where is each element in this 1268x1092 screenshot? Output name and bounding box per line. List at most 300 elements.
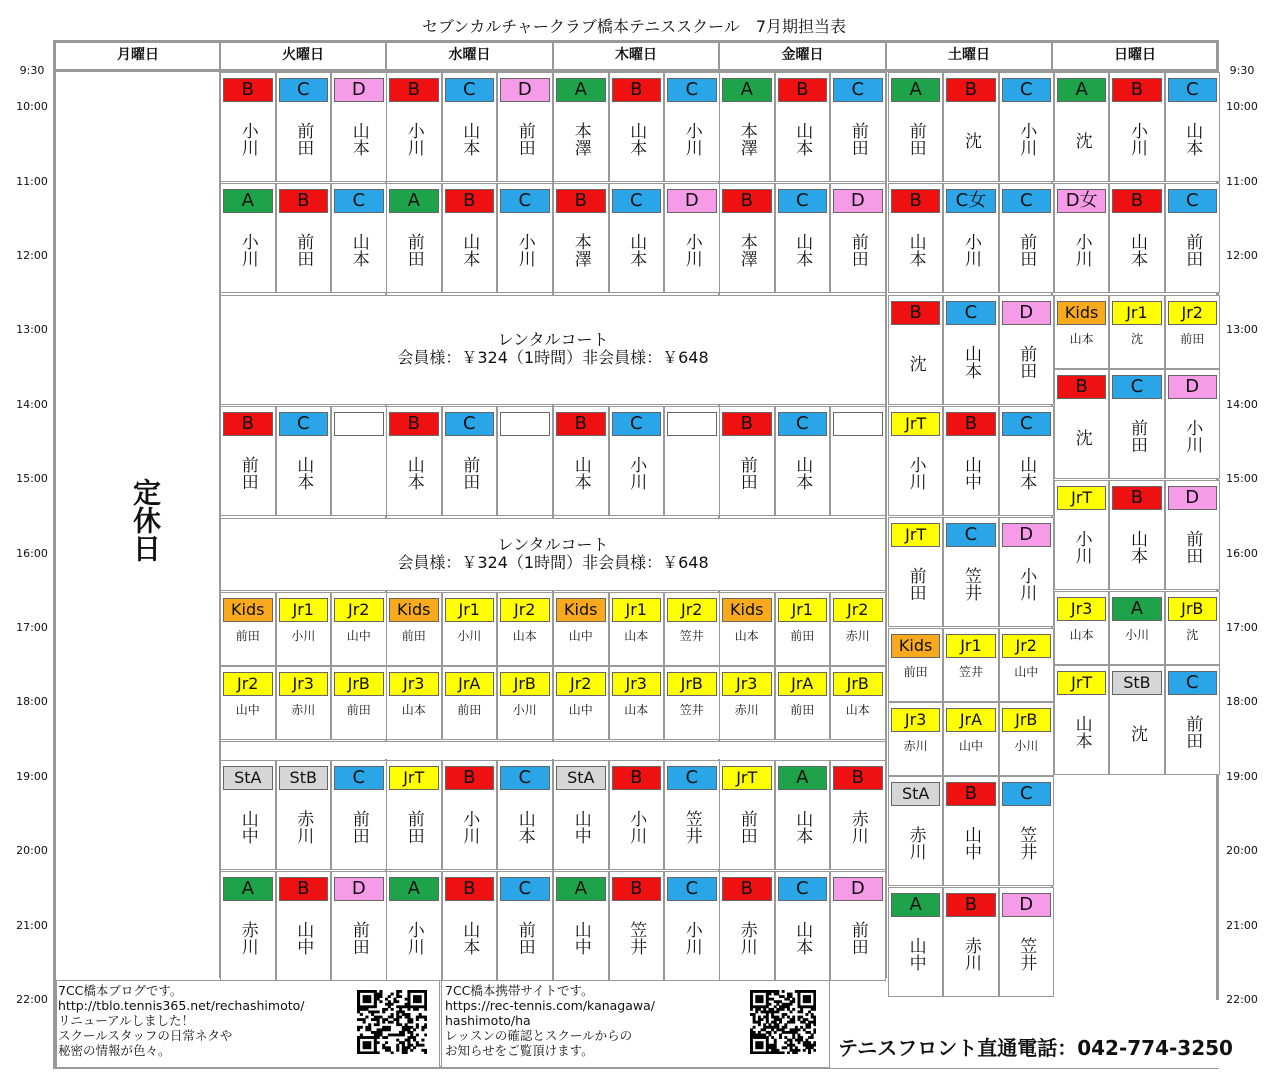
lesson-level-badge: C	[946, 301, 995, 325]
lesson-level-badge: Jr2	[833, 598, 883, 622]
instructor-name: 前田	[293, 233, 314, 267]
instructor-name: 前田	[348, 921, 369, 955]
qr-pattern	[750, 990, 816, 1054]
instructor-name: 笠井	[626, 921, 647, 955]
instructor-name: 小川	[681, 921, 702, 955]
instructor-name: 山本	[459, 921, 480, 955]
lesson-level-badge: JrA	[445, 672, 495, 696]
lesson-level-badge: C	[612, 412, 662, 436]
lesson-level-badge: Jr1	[445, 598, 495, 622]
instructor-name: 山中	[960, 826, 981, 860]
instructor-name: 山本	[626, 233, 647, 267]
time-label: 19:00	[16, 769, 48, 783]
instructor-name: 小川	[681, 122, 702, 156]
instructor-name: 赤川	[291, 703, 316, 717]
lesson-level-badge: D	[833, 877, 883, 901]
lesson-level-badge: JrT	[389, 766, 439, 790]
lesson-level-badge: D	[334, 877, 384, 901]
lesson-level-badge: D女	[1057, 189, 1106, 213]
lesson-level-badge: B	[279, 189, 329, 213]
lesson-level-badge: C	[667, 78, 717, 102]
time-label: 10:00	[1226, 100, 1258, 114]
instructor-name: 前田	[905, 122, 926, 156]
lesson-level-badge: C	[1168, 189, 1217, 213]
instructor-name: 前田	[459, 456, 480, 490]
lesson-level-badge: C	[445, 78, 495, 102]
time-label: 17:00	[16, 621, 48, 634]
lesson-level-badge	[833, 412, 883, 436]
instructor-name: 前田	[736, 456, 757, 490]
lesson-level-badge: B	[1112, 78, 1161, 102]
instructor-name: 赤川	[237, 921, 258, 955]
instructor-name: 沈	[1071, 132, 1092, 149]
instructor-name: 山中	[568, 629, 593, 643]
instructor-name: 小川	[291, 629, 316, 643]
instructor-name: 小川	[1182, 419, 1203, 453]
lesson-level-badge: C	[1002, 78, 1051, 102]
lesson-level-badge: C	[1002, 189, 1051, 213]
rental-court-notice-1	[220, 331, 886, 367]
lesson-level-badge: C	[1112, 375, 1161, 399]
instructor-name: 山中	[570, 810, 591, 844]
time-label: 22:00	[1226, 993, 1258, 1006]
lesson-level-badge: B	[946, 78, 995, 102]
instructor-name: 山本	[1126, 530, 1147, 564]
instructor-name: 山中	[570, 921, 591, 955]
instructor-name: 山中	[293, 921, 314, 955]
instructor-name: 小川	[1014, 739, 1039, 753]
lesson-level-badge: B	[1057, 375, 1106, 399]
instructor-name: 笠井	[679, 703, 704, 717]
lesson-level-badge: Kids	[891, 634, 940, 658]
instructor-name: 本澤	[736, 122, 757, 156]
rental-price: 会員様：￥324（1時間）非会員様：￥648	[397, 348, 709, 367]
lesson-level-badge	[334, 412, 384, 436]
lesson-level-badge: C	[500, 189, 550, 213]
instructor-name: 前田	[790, 703, 815, 717]
instructor-name: 小川	[626, 810, 647, 844]
lesson-level-badge: D	[1168, 375, 1217, 399]
lesson-level-badge: Kids	[223, 598, 273, 622]
mobile-note: 7CC橋本携帯サイトです。 https://rec-tennis.com/kanagawa/ hashimoto/ha レッスンの確認とスクールからの お知らせをご覧頂けます。	[445, 983, 655, 1058]
instructor-name: 沈	[1186, 628, 1199, 642]
lesson-level-badge: Jr2	[556, 672, 606, 696]
blog-note: 7CC橋本ブログです。 http://tblo.tennis365.net/rechashimoto/ リニューアルしました！ スクールスタッフの日常ネタや 秘密の情報が色々。	[58, 983, 305, 1058]
instructor-name: 前田	[235, 629, 260, 643]
lesson-level-badge: B	[612, 78, 662, 102]
instructor-name: 山本	[459, 233, 480, 267]
time-label: 11:00	[16, 174, 48, 188]
lesson-level-badge: StB	[1112, 671, 1161, 695]
instructor-name: 小川	[960, 233, 981, 267]
lesson-level-badge: C	[334, 189, 384, 213]
instructor-name: 山本	[514, 810, 535, 844]
lesson-level-badge: B	[612, 766, 662, 790]
instructor-name: 前田	[401, 629, 426, 643]
instructor-name: 前田	[1182, 530, 1203, 564]
lesson-level-badge: JrT	[1057, 486, 1106, 510]
lesson-level-badge: B	[556, 189, 606, 213]
lesson-level-badge: B	[891, 301, 940, 325]
lesson-level-badge: A	[556, 78, 606, 102]
instructor-name: 沈	[1071, 429, 1092, 446]
lesson-level-badge: C	[279, 78, 329, 102]
instructor-name: 小川	[905, 456, 926, 490]
instructor-name: 前田	[237, 456, 258, 490]
lesson-level-badge: Jr2	[334, 598, 384, 622]
instructor-name: 前田	[293, 122, 314, 156]
instructor-name: 山本	[1069, 628, 1094, 642]
time-label: 18:00	[16, 695, 48, 709]
lesson-level-badge: D	[833, 189, 883, 213]
lesson-level-badge: B	[556, 412, 606, 436]
instructor-name: 小川	[1126, 122, 1147, 156]
lesson-level-badge: B	[1112, 486, 1161, 510]
instructor-name: 赤川	[734, 703, 759, 717]
lesson-level-badge: A	[389, 189, 439, 213]
lesson-level-badge: B	[946, 782, 995, 806]
instructor-name: 山中	[1014, 665, 1039, 679]
lesson-level-badge: Jr2	[667, 598, 717, 622]
lesson-level-badge: Jr1	[612, 598, 662, 622]
instructor-name: 前田	[905, 567, 926, 601]
instructor-name: 前田	[736, 810, 757, 844]
instructor-name: 前田	[847, 921, 868, 955]
time-label: 15:00	[1226, 472, 1258, 486]
instructor-name: 山本	[792, 810, 813, 844]
instructor-name: 小川	[512, 703, 537, 717]
lesson-level-badge: D	[500, 78, 550, 102]
lesson-level-badge: Jr2	[1002, 634, 1051, 658]
instructor-name: 山中	[235, 703, 260, 717]
lesson-level-badge: A	[1112, 597, 1161, 621]
blog-qr-code[interactable]	[357, 990, 427, 1054]
lesson-level-badge: JrA	[778, 672, 828, 696]
time-label: 19:00	[1226, 769, 1258, 783]
lesson-level-badge: JrT	[891, 523, 940, 547]
instructor-name: 山中	[905, 937, 926, 971]
day-header: 火曜日	[282, 47, 324, 63]
instructor-name: 笠井	[679, 629, 704, 643]
instructor-name: 笠井	[960, 567, 981, 601]
instructor-name: 赤川	[845, 629, 870, 643]
time-label: 16:00	[1226, 546, 1258, 560]
lesson-level-badge: Jr2	[1168, 301, 1217, 325]
instructor-name: 山本	[459, 122, 480, 156]
lesson-level-badge: A	[891, 893, 940, 917]
instructor-name: 山本	[1182, 122, 1203, 156]
lesson-level-badge: StB	[279, 766, 329, 790]
instructor-name: 前田	[847, 122, 868, 156]
time-label: 20:00	[1226, 844, 1258, 858]
time-label: 18:00	[1226, 695, 1258, 709]
instructor-name: 小川	[403, 921, 424, 955]
instructor-name: 笠井	[958, 665, 983, 679]
instructor-name: 小川	[459, 810, 480, 844]
instructor-name: 山中	[568, 703, 593, 717]
lesson-level-badge: B	[722, 412, 772, 436]
lesson-level-badge: B	[833, 766, 883, 790]
lesson-level-badge: A	[556, 877, 606, 901]
lesson-level-badge: B	[223, 412, 273, 436]
instructor-name: 山中	[346, 629, 371, 643]
day-header: 月曜日	[117, 47, 159, 63]
day-header: 水曜日	[448, 47, 491, 63]
lesson-level-badge: D	[1002, 893, 1051, 917]
instructor-name: 沈	[960, 132, 981, 149]
time-label: 12:00	[16, 249, 48, 262]
lesson-level-badge: A	[722, 78, 772, 102]
page-title: セブンカルチャークラブ橋本テニススクール 7月期担当表	[421, 17, 847, 36]
lesson-level-badge: JrB	[1002, 708, 1051, 732]
lesson-level-badge: JrB	[833, 672, 883, 696]
instructor-name: 赤川	[905, 826, 926, 860]
instructor-name: 前田	[790, 629, 815, 643]
lesson-level-badge: B	[722, 877, 772, 901]
time-label: 9:30	[1229, 64, 1255, 77]
lesson-level-badge: JrB	[500, 672, 550, 696]
instructor-name: 山本	[570, 456, 591, 490]
lesson-level-badge: Kids	[389, 598, 439, 622]
instructor-name: 前田	[1126, 419, 1147, 453]
time-label: 10:00	[16, 100, 48, 114]
instructor-name: 赤川	[903, 739, 928, 753]
lesson-level-badge: B	[445, 877, 495, 901]
lesson-level-badge: Jr3	[612, 672, 662, 696]
instructor-name: 小川	[1016, 567, 1037, 601]
day-header: 木曜日	[615, 47, 657, 63]
time-label: 11:00	[1226, 174, 1258, 188]
instructor-name: 小川	[626, 456, 647, 490]
instructor-name: 笠井	[1016, 826, 1037, 860]
lesson-level-badge: JrT	[891, 412, 940, 436]
instructor-name: 小川	[237, 122, 258, 156]
phone-number: テニスフロント直通電話：042-774-3250	[838, 1036, 1233, 1060]
instructor-name: 笠井	[1016, 937, 1037, 971]
lesson-level-badge: D	[1002, 523, 1051, 547]
time-label: 9:30	[19, 64, 45, 77]
mobile-qr-code[interactable]	[750, 990, 816, 1054]
rental-title: レンタルコート	[497, 535, 609, 554]
instructor-name: 赤川	[293, 810, 314, 844]
lesson-level-badge: B	[223, 78, 273, 102]
instructor-name: 赤川	[960, 937, 981, 971]
instructor-name: 山本	[401, 703, 426, 717]
lesson-level-badge: Jr1	[1112, 301, 1161, 325]
day-header: 日曜日	[1114, 47, 1156, 63]
day-header: 土曜日	[948, 47, 990, 63]
instructor-name: 赤川	[847, 810, 868, 844]
lesson-level-badge: Kids	[1057, 301, 1106, 325]
lesson-level-badge: B	[279, 877, 329, 901]
lesson-level-badge: Kids	[556, 598, 606, 622]
lesson-level-badge: B	[778, 78, 828, 102]
lesson-level-badge: Jr1	[279, 598, 329, 622]
lesson-level-badge: Jr3	[1057, 597, 1106, 621]
time-label: 17:00	[1226, 621, 1258, 634]
instructor-name: 山本	[512, 629, 537, 643]
time-label: 22:00	[16, 993, 48, 1006]
instructor-name: 山本	[792, 456, 813, 490]
lesson-level-badge: C	[334, 766, 384, 790]
instructor-name: 前田	[1182, 715, 1203, 749]
instructor-name: 山本	[624, 703, 649, 717]
instructor-name: 山本	[403, 456, 424, 490]
lesson-level-badge: A	[223, 877, 273, 901]
instructor-name: 山本	[792, 233, 813, 267]
lesson-level-badge: Jr1	[778, 598, 828, 622]
instructor-name: 前田	[1016, 233, 1037, 267]
instructor-name: 本澤	[570, 122, 591, 156]
time-label: 13:00	[1226, 323, 1258, 337]
time-label: 14:00	[16, 397, 48, 411]
gap-area	[221, 741, 885, 759]
instructor-name: 前田	[903, 665, 928, 679]
time-label: 13:00	[16, 323, 48, 337]
instructor-name: 小川	[237, 233, 258, 267]
instructor-name: 小川	[403, 122, 424, 156]
instructor-name: 小川	[1071, 233, 1092, 267]
instructor-name: 山本	[348, 122, 369, 156]
day-header: 金曜日	[781, 47, 824, 63]
lesson-level-badge	[667, 412, 717, 436]
rental-price: 会員様：￥324（1時間）非会員様：￥648	[397, 553, 709, 572]
instructor-name: 山中	[958, 739, 983, 753]
instructor-name: 山本	[1071, 715, 1092, 749]
lesson-level-badge: JrT	[1057, 671, 1106, 695]
time-label: 21:00	[16, 918, 48, 932]
lesson-level-badge: B	[612, 877, 662, 901]
lesson-level-badge: D	[334, 78, 384, 102]
time-label: 20:00	[16, 844, 48, 858]
instructor-name: 前田	[1180, 332, 1205, 346]
time-label: 15:00	[16, 472, 48, 486]
instructor-name: 小川	[514, 233, 535, 267]
lesson-level-badge: A	[778, 766, 828, 790]
lesson-level-badge: C	[778, 189, 828, 213]
instructor-name: 山本	[1016, 456, 1037, 490]
lesson-level-badge: JrB	[334, 672, 384, 696]
instructor-name: 山本	[905, 233, 926, 267]
rental-court-notice-2	[220, 536, 886, 572]
instructor-name: 小川	[1016, 122, 1037, 156]
time-label: 16:00	[16, 546, 48, 560]
instructor-name: 前田	[403, 810, 424, 844]
instructor-name: 山本	[293, 456, 314, 490]
instructor-name: 本澤	[736, 233, 757, 267]
instructor-name: 山本	[792, 122, 813, 156]
instructor-name: 前田	[457, 703, 482, 717]
lesson-level-badge: D	[1002, 301, 1051, 325]
instructor-name: 赤川	[736, 921, 757, 955]
instructor-name: 沈	[1126, 725, 1147, 742]
lesson-level-badge: A	[223, 189, 273, 213]
time-label: 14:00	[1226, 397, 1258, 411]
lesson-level-badge: C	[778, 412, 828, 436]
lesson-level-badge: Jr2	[223, 672, 273, 696]
monday-closed-label: 定休日	[129, 478, 162, 562]
instructor-name: 小川	[681, 233, 702, 267]
lesson-level-badge: B	[445, 766, 495, 790]
lesson-level-badge: C	[946, 523, 995, 547]
lesson-level-badge: A	[1057, 78, 1106, 102]
instructor-name: 小川	[1124, 628, 1149, 642]
instructor-name: 前田	[348, 810, 369, 844]
lesson-level-badge: B	[891, 189, 940, 213]
instructor-name: 山中	[237, 810, 258, 844]
lesson-level-badge: Jr1	[946, 634, 995, 658]
lesson-level-badge: JrB	[667, 672, 717, 696]
lesson-level-badge: C	[612, 189, 662, 213]
rental-title: レンタルコート	[497, 330, 609, 349]
lesson-level-badge: D	[667, 189, 717, 213]
lesson-level-badge: StA	[223, 766, 273, 790]
instructor-name: 前田	[403, 233, 424, 267]
lesson-level-badge: C	[778, 877, 828, 901]
lesson-level-badge: C	[667, 877, 717, 901]
lesson-level-badge: JrT	[722, 766, 772, 790]
lesson-level-badge: B	[389, 412, 439, 436]
instructor-name: 沈	[905, 355, 926, 372]
instructor-name: 前田	[514, 122, 535, 156]
instructor-name: 山本	[792, 921, 813, 955]
lesson-level-badge: C	[1002, 412, 1051, 436]
instructor-name: 山本	[1126, 233, 1147, 267]
instructor-name: 笠井	[681, 810, 702, 844]
lesson-level-badge: Kids	[722, 598, 772, 622]
lesson-level-badge: Jr3	[389, 672, 439, 696]
instructor-name: 前田	[847, 233, 868, 267]
lesson-level-badge: B	[946, 893, 995, 917]
lesson-level-badge: Jr2	[500, 598, 550, 622]
lesson-level-badge: Jr3	[891, 708, 940, 732]
instructor-name: 山本	[845, 703, 870, 717]
instructor-name: 本澤	[570, 233, 591, 267]
instructor-name: 山本	[348, 233, 369, 267]
lesson-level-badge	[500, 412, 550, 436]
time-label: 12:00	[1226, 249, 1258, 262]
lesson-level-badge: B	[445, 189, 495, 213]
instructor-name: 山本	[960, 345, 981, 379]
lesson-level-badge: C	[1002, 782, 1051, 806]
instructor-name: 山中	[960, 456, 981, 490]
lesson-level-badge: StA	[891, 782, 940, 806]
lesson-level-badge: Jr3	[722, 672, 772, 696]
qr-pattern	[357, 990, 427, 1054]
instructor-name: 前田	[1182, 233, 1203, 267]
instructor-name: 山本	[1069, 332, 1094, 346]
lesson-level-badge: C	[500, 766, 550, 790]
lesson-level-badge: C女	[946, 189, 995, 213]
instructor-name: 前田	[1016, 345, 1037, 379]
instructor-name: 山本	[734, 629, 759, 643]
lesson-level-badge: StA	[556, 766, 606, 790]
lesson-level-badge: C	[445, 412, 495, 436]
lesson-level-badge: A	[389, 877, 439, 901]
lesson-level-badge: C	[279, 412, 329, 436]
instructor-name: 山本	[626, 122, 647, 156]
lesson-level-badge: B	[389, 78, 439, 102]
lesson-level-badge: D	[1168, 486, 1217, 510]
instructor-name: 山本	[624, 629, 649, 643]
lesson-level-badge: C	[1168, 671, 1217, 695]
lesson-level-badge: C	[667, 766, 717, 790]
lesson-level-badge: JrB	[1168, 597, 1217, 621]
lesson-level-badge: C	[500, 877, 550, 901]
time-label: 21:00	[1226, 918, 1258, 932]
lesson-level-badge: B	[1112, 189, 1161, 213]
instructor-name: 沈	[1130, 332, 1143, 346]
